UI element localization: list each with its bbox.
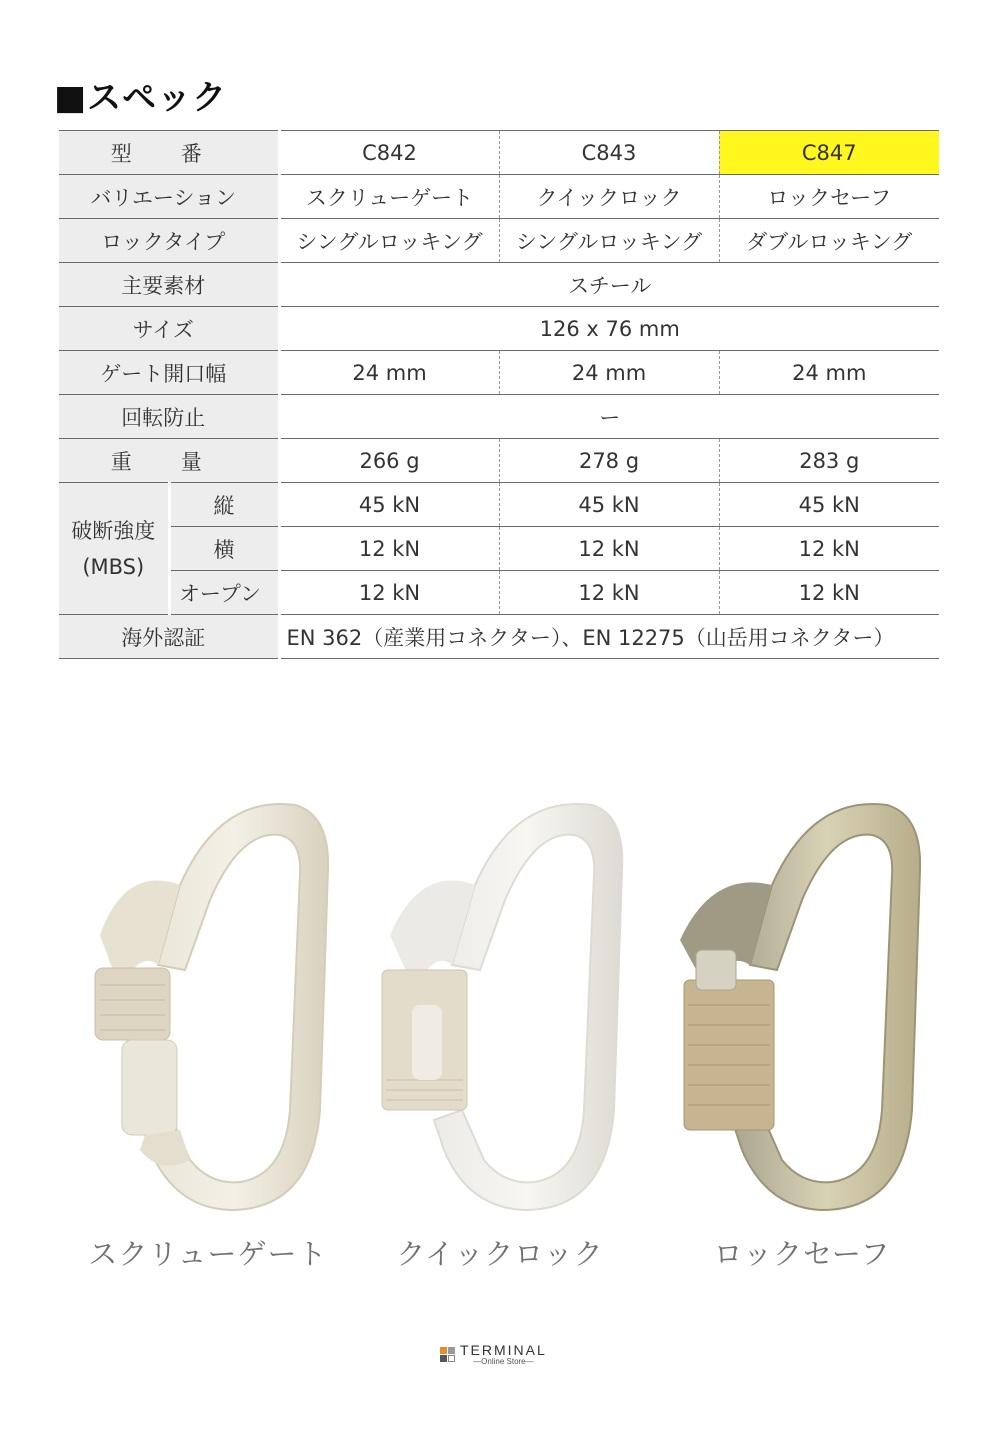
spec-table xyxy=(59,130,939,659)
row-label-major: 縦 xyxy=(169,483,279,527)
row-label-antirotation: 回転防止 xyxy=(59,395,279,439)
minor-cell: 12 kN xyxy=(719,527,939,571)
size-cell: 126 x 76 mm xyxy=(279,307,939,351)
gate-cell: 24 mm xyxy=(279,351,499,395)
row-label-locktype: ロックタイプ xyxy=(59,219,279,263)
row-label-minor: 横 xyxy=(169,527,279,571)
cert-cell: EN 362（産業用コネクター）、EN 12275（山岳用コネクター） xyxy=(279,615,939,659)
row-label-gate: ゲート開口幅 xyxy=(59,351,279,395)
minor-cell: 12 kN xyxy=(499,527,719,571)
locktype-cell: シングルロッキング xyxy=(279,219,499,263)
table-row-weight xyxy=(59,439,939,483)
logo-sub-text: —Online Store— xyxy=(473,1357,534,1366)
logo-main-text: TERMINAL xyxy=(460,1342,547,1358)
weight-cell: 266 g xyxy=(279,439,499,483)
row-label-open: オープン xyxy=(169,571,279,615)
variation-cell: ロックセーフ xyxy=(719,175,939,219)
mbs-label-line1: 破断強度 xyxy=(71,518,156,543)
mbs-label-line2: (MBS) xyxy=(82,554,145,579)
table-row-open xyxy=(59,571,939,615)
weight-cell: 283 g xyxy=(719,439,939,483)
minor-cell: 12 kN xyxy=(279,527,499,571)
carabiner-screwgate-image xyxy=(80,790,340,1230)
row-label-size: サイズ xyxy=(59,307,279,351)
table-row-locktype xyxy=(59,219,939,263)
material-cell: スチール xyxy=(279,263,939,307)
row-label-weight: 重 量 xyxy=(59,439,279,483)
table-row-variation xyxy=(59,175,939,219)
table-row-major xyxy=(59,483,939,527)
major-cell: 45 kN xyxy=(279,483,499,527)
open-cell: 12 kN xyxy=(279,571,499,615)
row-label-material: 主要素材 xyxy=(59,263,279,307)
model-cell: C842 xyxy=(279,131,499,175)
product-images xyxy=(0,790,1000,1230)
table-row-material xyxy=(59,263,939,307)
table-row-size xyxy=(59,307,939,351)
table-row-gate xyxy=(59,351,939,395)
caption-locksafe: ロックセーフ xyxy=(713,1237,891,1271)
logo-text xyxy=(460,1343,547,1366)
major-cell: 45 kN xyxy=(499,483,719,527)
caption-screwgate: スクリューゲート xyxy=(88,1237,328,1271)
table-row-minor xyxy=(59,527,939,571)
carabiner-locksafe-image xyxy=(672,790,932,1230)
weight-cell: 278 g xyxy=(499,439,719,483)
variation-cell: スクリューゲート xyxy=(279,175,499,219)
gate-cell: 24 mm xyxy=(719,351,939,395)
row-label-model: 型 番 xyxy=(59,131,279,175)
row-label-mbs xyxy=(59,483,169,615)
antirotation-cell: ー xyxy=(279,395,939,439)
major-cell: 45 kN xyxy=(719,483,939,527)
caption-quicklock: クイックロック xyxy=(396,1237,604,1271)
locktype-cell: シングルロッキング xyxy=(499,219,719,263)
carabiner-quicklock-image xyxy=(370,790,640,1230)
open-cell: 12 kN xyxy=(719,571,939,615)
variation-cell: クイックロック xyxy=(499,175,719,219)
model-cell: C843 xyxy=(499,131,719,175)
store-logo xyxy=(440,1343,547,1366)
open-cell: 12 kN xyxy=(499,571,719,615)
logo-mark-icon xyxy=(440,1347,455,1362)
row-label-cert: 海外認証 xyxy=(59,615,279,659)
model-cell-highlighted: C847 xyxy=(719,131,939,175)
row-label-variation: バリエーション xyxy=(59,175,279,219)
table-row-model xyxy=(59,131,939,175)
locktype-cell: ダブルロッキング xyxy=(719,219,939,263)
gate-cell: 24 mm xyxy=(499,351,719,395)
page-title: ■スペック xyxy=(54,78,228,118)
table-row-cert xyxy=(59,615,939,659)
table-row-antirotation xyxy=(59,395,939,439)
